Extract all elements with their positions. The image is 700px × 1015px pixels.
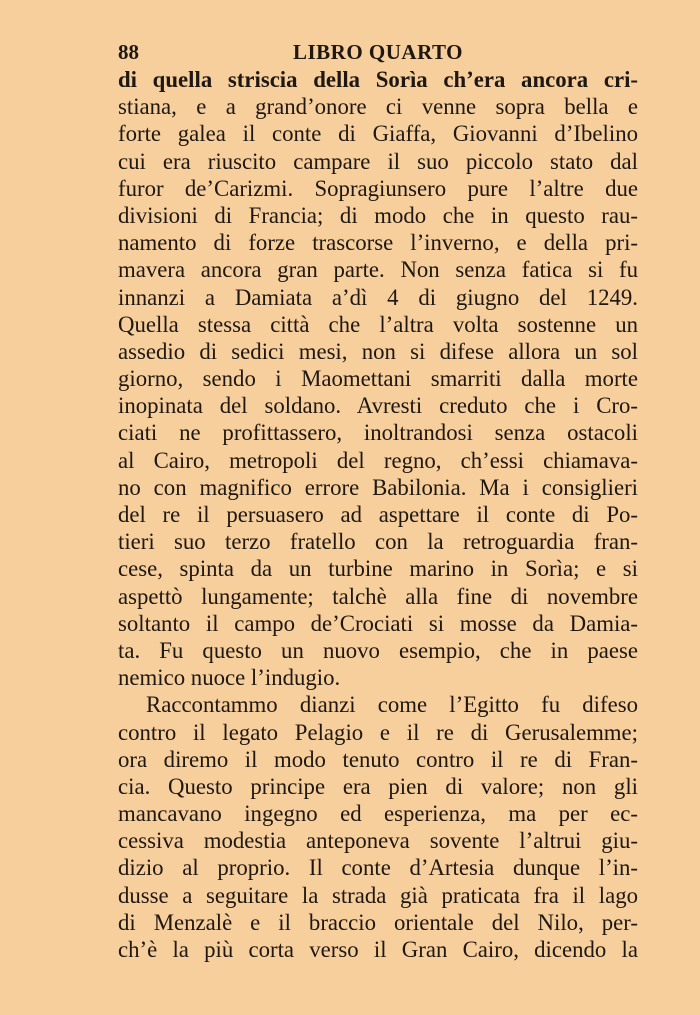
page-number: 88 xyxy=(118,40,139,64)
text-line: ora diremo il modo tenuto contro il re di Fran- xyxy=(118,746,638,772)
text-line: no con magnifico errore Babilonia. Ma i consiglieri xyxy=(118,474,638,500)
text-line: forte galea il conte di Giaffa, Giovanni d’Ibelino xyxy=(118,121,638,147)
running-title: LIBRO QUARTO xyxy=(293,40,463,64)
text-line: namento di forze trascorse l’inverno, e della pri- xyxy=(118,230,638,256)
paragraph-2 xyxy=(118,691,638,963)
text-line: inopinata del soldano. Avresti creduto che i Cro- xyxy=(118,393,638,419)
text-line: nemico nuoce l’indugio. xyxy=(118,665,341,691)
text-line: contro il legato Pelagio e il re di Gerusalemme; xyxy=(118,719,638,745)
text-line: cia. Questo principe era pien di valore; non gli xyxy=(118,773,638,799)
text-line: mancavano ingegno ed esperienza, ma per ec- xyxy=(118,801,638,827)
text-line: ch’è la più corta verso il Gran Cairo, dicendo la xyxy=(118,937,638,962)
text-line: cese, spinta da un turbine marino in Sorìa; e si xyxy=(118,556,638,582)
text-line: di Menzalè e il braccio orientale del Nilo, per- xyxy=(118,909,638,935)
paragraph-1 xyxy=(118,66,638,691)
text-line: Quella stessa città che l’altra volta sostenne un xyxy=(118,311,638,337)
text-line: divisioni di Francia; di modo che in questo rau- xyxy=(118,202,638,228)
text-line: cessiva modestia anteponeva sovente l’altrui giu- xyxy=(118,828,638,854)
text-line: aspettò lungamente; talchè alla fine di novembre xyxy=(118,583,638,609)
text-line: mavera ancora gran parte. Non senza fatica si fu xyxy=(118,257,638,283)
text-line: ciati ne profittassero, inoltrandosi senza ostacoli xyxy=(118,420,638,446)
text-line: tieri suo terzo fratello con la retroguardia fran- xyxy=(118,529,638,555)
page-body xyxy=(118,66,638,963)
text-line: Raccontammo dianzi come l’Egitto fu difeso xyxy=(146,692,638,718)
text-line: dusse a seguitare la strada già praticata fra il lago xyxy=(118,882,638,908)
text-line: soltanto il campo de’Crociati si mosse da Damia- xyxy=(118,610,638,636)
text-line: stiana, e a grand’onore ci venne sopra bella e xyxy=(118,94,638,120)
text-line: furor de’Carizmi. Sopragiunsero pure l’altre due xyxy=(118,175,638,201)
text-line: innanzi a Damiata a’dì 4 di giugno del 1249. xyxy=(118,284,638,310)
text-line: del re il persuasero ad aspettare il conte di Po- xyxy=(118,502,638,527)
text-line: giorno, sendo i Maomettani smarriti dalla morte xyxy=(118,366,638,392)
text-line: assedio di sedici mesi, non si difese allora un sol xyxy=(118,338,638,364)
text-line: dizio al proprio. Il conte d’Artesia dunque l’in- xyxy=(118,855,638,881)
page-header xyxy=(118,40,638,68)
text-line: di quella striscia della Sorìa ch’era ancora cri- xyxy=(118,67,638,92)
text-line: ta. Fu questo un nuovo esempio, che in paese xyxy=(118,637,638,663)
text-line: cui era riuscito campare il suo piccolo stato dal xyxy=(118,148,638,174)
text-line: al Cairo, metropoli del regno, ch’essi chiamava- xyxy=(118,447,638,473)
